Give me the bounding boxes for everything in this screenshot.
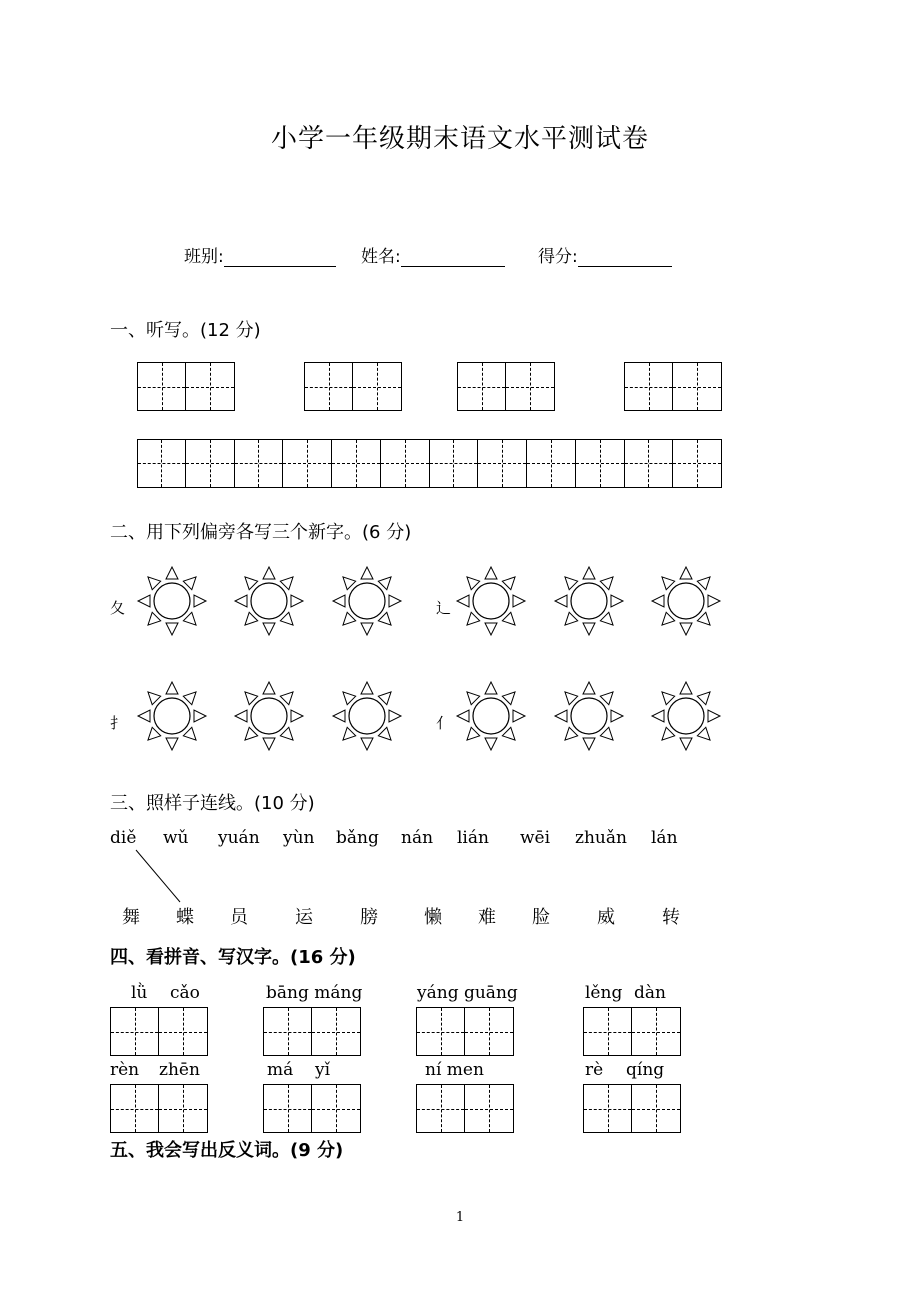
pinyin-label: rè — [585, 1060, 604, 1080]
pinyin-label: lěng — [585, 983, 623, 1003]
writing-cell[interactable] — [464, 1007, 514, 1056]
matching-character[interactable]: 威 — [597, 907, 615, 928]
writing-cell[interactable] — [416, 1007, 465, 1056]
pinyin-answer-grid — [583, 1084, 681, 1133]
pinyin-label: dàn — [634, 983, 666, 1003]
section-5-heading: 五、我会写出反义词。(9 分) — [110, 1140, 344, 1161]
writing-cell[interactable] — [158, 1007, 208, 1056]
matching-pinyin[interactable]: diě — [110, 828, 137, 848]
pinyin-label: lǜ — [131, 983, 148, 1003]
matching-pinyin[interactable]: yùn — [283, 828, 315, 848]
pinyin-answer-grid — [110, 1007, 208, 1056]
section-2-heading: 二、用下列偏旁各写三个新字。(6 分) — [110, 522, 412, 543]
writing-cell[interactable] — [583, 1084, 632, 1133]
pinyin-answer-grid — [416, 1084, 514, 1133]
writing-cell[interactable] — [631, 1084, 681, 1133]
matching-character[interactable]: 脸 — [532, 907, 550, 928]
matching-character[interactable]: 懒 — [424, 907, 442, 928]
pinyin-answer-grid — [583, 1007, 681, 1056]
class-label: 班别: — [184, 247, 224, 267]
pinyin-answer-grid — [110, 1084, 208, 1133]
writing-cell[interactable] — [583, 1007, 632, 1056]
matching-character[interactable]: 难 — [478, 907, 496, 928]
page-number: 1 — [455, 1210, 465, 1225]
matching-pinyin[interactable]: wēi — [520, 828, 551, 848]
pinyin-answer-grid — [416, 1007, 514, 1056]
pinyin-answer-grid — [263, 1084, 361, 1133]
pinyin-label: ní men — [425, 1060, 484, 1080]
page-title: 小学一年级期末语文水平测试卷 — [270, 124, 649, 154]
writing-cell[interactable] — [311, 1007, 361, 1056]
matching-pinyin[interactable]: yuán — [218, 828, 260, 848]
radical-label: 辶 — [436, 599, 452, 617]
name-label: 姓名: — [361, 247, 401, 267]
writing-cell[interactable] — [110, 1007, 159, 1056]
matching-pinyin[interactable]: wǔ — [163, 828, 189, 848]
radical-label: 夂 — [110, 599, 126, 617]
radical-label: 扌 — [110, 714, 126, 732]
score-label: 得分: — [538, 247, 578, 267]
matching-character[interactable]: 运 — [295, 907, 313, 928]
matching-pinyin[interactable]: bǎng — [336, 828, 379, 848]
section-4-heading: 四、看拼音、写汉字。(16 分) — [110, 947, 356, 968]
matching-pinyin[interactable]: lián — [457, 828, 489, 848]
pinyin-label: bāng máng — [266, 983, 363, 1003]
radical-label: 亻 — [436, 714, 452, 732]
writing-cell[interactable] — [631, 1007, 681, 1056]
matching-character[interactable]: 员 — [230, 907, 248, 928]
pinyin-label: má — [267, 1060, 294, 1080]
matching-character[interactable]: 膀 — [360, 907, 378, 928]
pinyin-label: rèn — [110, 1060, 140, 1080]
pinyin-label: zhēn — [159, 1060, 200, 1080]
writing-cell[interactable] — [263, 1007, 312, 1056]
pinyin-label: yáng guāng — [417, 983, 518, 1003]
matching-character[interactable]: 舞 — [122, 907, 140, 928]
writing-cell[interactable] — [464, 1084, 514, 1133]
pinyin-label: yǐ — [315, 1060, 331, 1080]
matching-character[interactable]: 转 — [662, 907, 680, 928]
pinyin-label: cǎo — [170, 983, 200, 1003]
writing-cell[interactable] — [263, 1084, 312, 1133]
pinyin-answer-grid — [263, 1007, 361, 1056]
pinyin-label: qíng — [626, 1060, 665, 1080]
matching-pinyin[interactable]: nán — [401, 828, 434, 848]
section-3-heading: 三、照样子连线。(10 分) — [110, 793, 315, 814]
writing-cell[interactable] — [110, 1084, 159, 1133]
matching-character[interactable]: 蝶 — [176, 907, 194, 928]
writing-cell[interactable] — [158, 1084, 208, 1133]
writing-cell[interactable] — [311, 1084, 361, 1133]
matching-pinyin[interactable]: lán — [651, 828, 678, 848]
writing-cell[interactable] — [416, 1084, 465, 1133]
section-1-heading: 一、听写。(12 分) — [110, 320, 261, 341]
matching-pinyin[interactable]: zhuǎn — [575, 828, 627, 848]
